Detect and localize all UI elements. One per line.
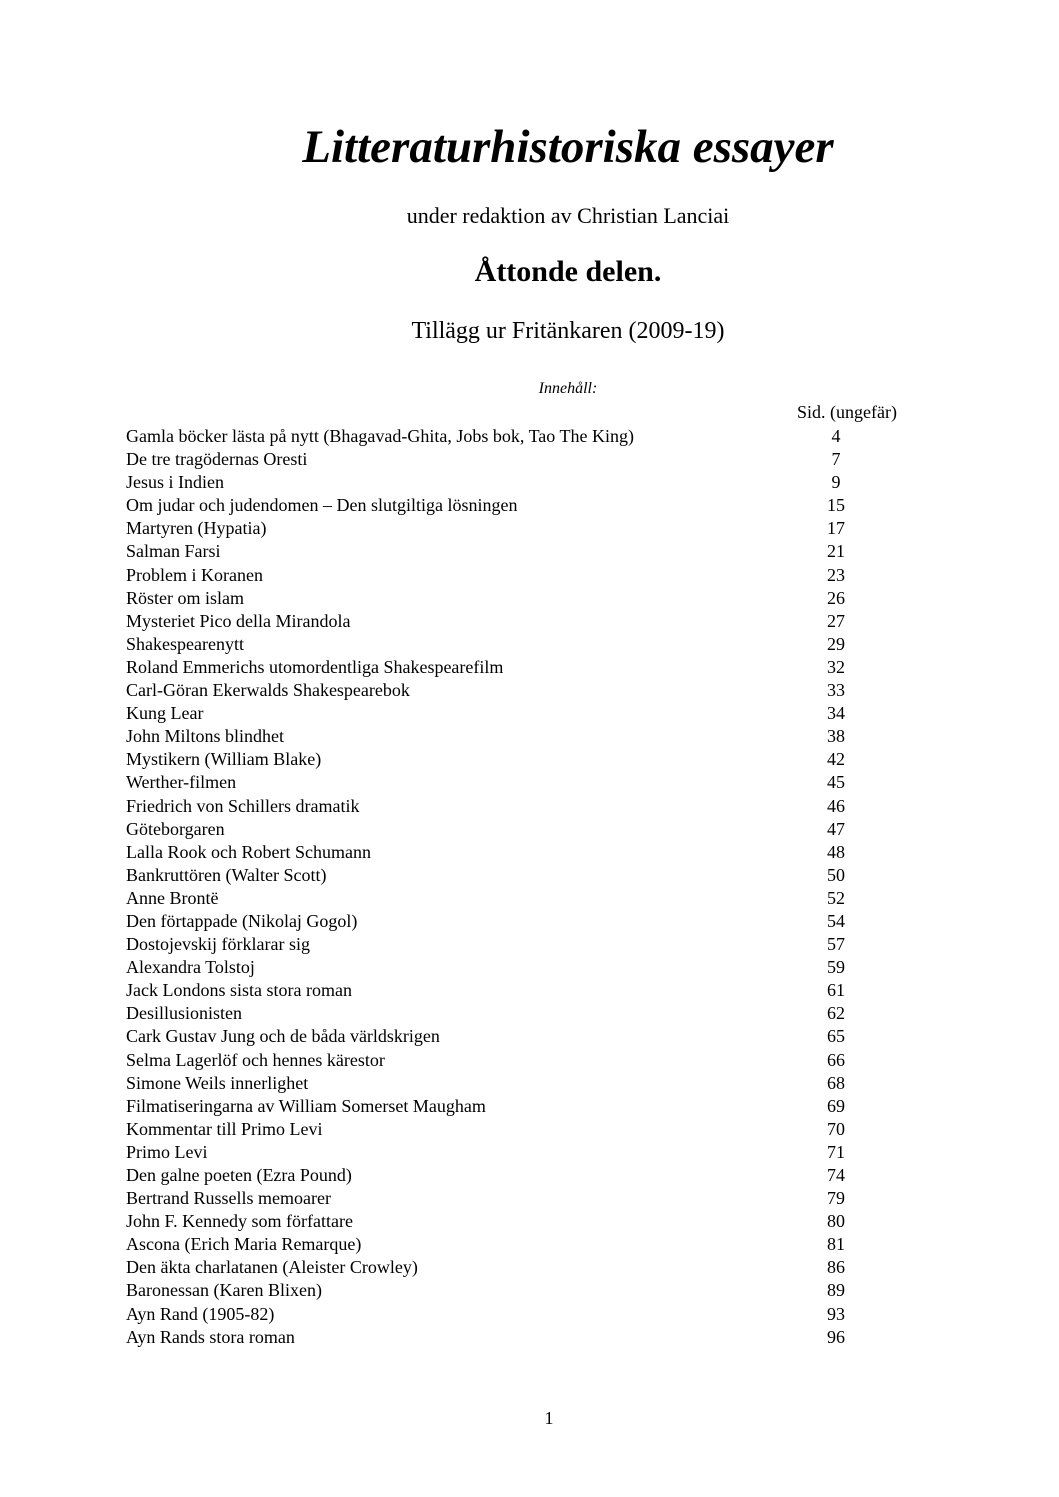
toc-entry-page: 93 bbox=[827, 1303, 845, 1324]
toc-entry-title: Desillusionisten bbox=[126, 1003, 242, 1024]
toc-entry bbox=[126, 771, 886, 794]
toc-entry bbox=[126, 841, 886, 864]
toc-entry-title: Den galne poeten (Ezra Pound) bbox=[126, 1165, 352, 1185]
toc-entry-title: Baronessan (Karen Blixen) bbox=[126, 1280, 322, 1301]
toc-entry-page: 26 bbox=[827, 587, 845, 608]
toc-entry bbox=[126, 748, 886, 771]
toc-entry-page: 32 bbox=[827, 656, 845, 677]
toc-entry bbox=[126, 679, 886, 702]
toc-entry-title: Roland Emmerichs utomordentliga Shakespearefilm bbox=[126, 656, 504, 677]
toc-entry-page: 61 bbox=[827, 980, 845, 1001]
toc-entry-page: 48 bbox=[827, 841, 845, 862]
toc-entry-page: 46 bbox=[827, 795, 845, 816]
toc-entry bbox=[126, 956, 886, 979]
toc-entry bbox=[126, 1256, 886, 1279]
toc-entry-title: Dostojevskij förklarar sig bbox=[126, 934, 310, 955]
toc-entry-title: John F. Kennedy som författare bbox=[126, 1211, 354, 1232]
toc-entry-page: 80 bbox=[827, 1211, 845, 1232]
toc-entry-page: 74 bbox=[827, 1165, 845, 1185]
toc-entry bbox=[126, 933, 886, 956]
toc-entry bbox=[126, 1118, 886, 1141]
toc-entry-title: Ascona (Erich Maria Remarque) bbox=[126, 1234, 362, 1255]
toc-entry-title: Gamla böcker lästa på nytt (Bhagavad-Ghita, Jobs bok, Tao The King) bbox=[126, 426, 634, 446]
toc-entry bbox=[126, 1164, 886, 1187]
toc-entry bbox=[126, 1303, 886, 1326]
toc-entry bbox=[126, 818, 886, 841]
toc-entry-title: Simone Weils innerlighet bbox=[126, 1072, 309, 1093]
toc-entry bbox=[126, 1072, 886, 1095]
toc-entry-title: Göteborgaren bbox=[126, 818, 225, 839]
part-heading: Åttonde delen. bbox=[474, 255, 662, 288]
toc-entry-page: 34 bbox=[827, 703, 845, 724]
toc-entry-title: Primo Levi bbox=[126, 1141, 208, 1162]
toc-entry-title: De tre tragödernas Oresti bbox=[126, 449, 308, 470]
toc-entry bbox=[126, 864, 886, 887]
toc-entry bbox=[126, 1326, 886, 1349]
toc-entry bbox=[126, 610, 886, 633]
toc-entry bbox=[126, 564, 886, 587]
toc-entry-title: Den förtappade (Nikolaj Gogol) bbox=[126, 910, 358, 931]
toc-entry bbox=[126, 425, 886, 448]
toc-entry bbox=[126, 1187, 886, 1210]
toc-entry bbox=[126, 656, 886, 679]
toc-entry-page: 70 bbox=[827, 1118, 845, 1139]
contents-label: Innehåll: bbox=[538, 380, 598, 397]
toc-entry-title: Om judar och judendomen – Den slutgiltiga lösningen bbox=[126, 495, 518, 516]
editor-line: under redaktion av Christian Lanciai bbox=[406, 203, 730, 228]
toc-entry bbox=[126, 1002, 886, 1025]
toc-entry-title: Jesus i Indien bbox=[126, 472, 224, 493]
toc-entry bbox=[126, 587, 886, 610]
toc-entry-page: 65 bbox=[827, 1026, 845, 1047]
toc-entry-page: 17 bbox=[827, 518, 845, 539]
toc-entry-page: 21 bbox=[827, 541, 845, 562]
toc-entry bbox=[126, 1095, 886, 1118]
toc-entry-title: Mysteriet Pico della Mirandola bbox=[126, 610, 351, 631]
toc-entry bbox=[126, 910, 886, 933]
toc-entry-title: Ayn Rands stora roman bbox=[126, 1326, 295, 1347]
toc-entry-title: John Miltons blindhet bbox=[126, 726, 285, 747]
toc-entry bbox=[126, 1025, 886, 1048]
toc-entry-page: 66 bbox=[827, 1049, 845, 1070]
toc-entry bbox=[126, 448, 886, 471]
toc-entry-page: 69 bbox=[827, 1095, 845, 1116]
toc-entry bbox=[126, 471, 886, 494]
toc-entry-title: Lalla Rook och Robert Schumann bbox=[126, 841, 371, 862]
toc-entry-page: 54 bbox=[827, 910, 845, 931]
toc-entry-page: 57 bbox=[827, 934, 845, 955]
toc-entry bbox=[126, 1233, 886, 1256]
page-column-header: Sid. (ungefär) bbox=[797, 402, 897, 422]
toc-entry-page: 33 bbox=[827, 680, 845, 701]
toc-entry-title: Friedrich von Schillers dramatik bbox=[126, 795, 360, 816]
toc-entry bbox=[126, 540, 886, 563]
toc-entry-title: Den äkta charlatanen (Aleister Crowley) bbox=[126, 1257, 418, 1278]
toc-entry bbox=[126, 1210, 886, 1233]
toc-entry bbox=[126, 517, 886, 540]
toc-entry-page: 81 bbox=[827, 1234, 845, 1255]
toc-entry-title: Alexandra Tolstoj bbox=[126, 957, 255, 978]
toc-entry-page: 89 bbox=[827, 1280, 845, 1301]
toc-entry-page: 42 bbox=[827, 749, 845, 770]
toc-entry-title: Shakespearenytt bbox=[126, 633, 244, 654]
toc-entry-title: Bankruttören (Walter Scott) bbox=[126, 864, 327, 885]
toc-entry bbox=[126, 494, 886, 517]
toc-entry-title: Martyren (Hypatia) bbox=[126, 518, 267, 539]
toc-entry bbox=[126, 795, 886, 818]
toc-entry-page: 38 bbox=[827, 726, 845, 747]
toc-entry bbox=[126, 1049, 886, 1072]
toc-entry-title: Kommentar till Primo Levi bbox=[126, 1118, 323, 1139]
toc-entry bbox=[126, 702, 886, 725]
toc-entry bbox=[126, 725, 886, 748]
toc-entry-title: Selma Lagerlöf och hennes kärestor bbox=[126, 1049, 385, 1070]
toc-entry-title: Anne Brontë bbox=[126, 887, 219, 908]
toc-entry-title: Bertrand Russells memoarer bbox=[126, 1188, 331, 1209]
toc-entry-page: 71 bbox=[827, 1141, 845, 1162]
toc-entry bbox=[126, 1141, 886, 1164]
toc-entry-page: 9 bbox=[831, 472, 841, 493]
toc-entry bbox=[126, 1279, 886, 1302]
toc-entry-page: 15 bbox=[827, 495, 845, 516]
toc-entry-title: Jack Londons sista stora roman bbox=[126, 980, 352, 1001]
toc-entry-page: 7 bbox=[831, 449, 841, 470]
toc-entry bbox=[126, 979, 886, 1002]
toc-entry-page: 62 bbox=[827, 1003, 845, 1024]
toc-entry-title: Salman Farsi bbox=[126, 541, 221, 562]
toc-entry-title: Werther-filmen bbox=[126, 772, 237, 793]
toc-entry-title: Kung Lear bbox=[126, 703, 204, 724]
page-number: 1 bbox=[544, 1408, 554, 1428]
toc-entry-title: Ayn Rand (1905-82) bbox=[126, 1303, 275, 1324]
toc-entry-page: 59 bbox=[827, 957, 845, 978]
toc-entry-title: Röster om islam bbox=[126, 587, 244, 608]
toc-entry-page: 96 bbox=[827, 1326, 845, 1347]
toc-entry-title: Mystikern (William Blake) bbox=[126, 749, 322, 770]
toc-entry-page: 68 bbox=[827, 1072, 845, 1093]
toc-entry-page: 4 bbox=[831, 426, 841, 446]
table-of-contents bbox=[126, 425, 886, 1349]
toc-entry-page: 86 bbox=[827, 1257, 845, 1278]
toc-entry-page: 23 bbox=[827, 564, 845, 585]
toc-entry-title: Filmatiseringarna av William Somerset Maugham bbox=[126, 1095, 486, 1116]
toc-entry-title: Cark Gustav Jung och de båda världskrigen bbox=[126, 1026, 440, 1047]
toc-entry-title: Carl-Göran Ekerwalds Shakespearebok bbox=[126, 680, 410, 701]
toc-entry bbox=[126, 887, 886, 910]
toc-entry-title: Problem i Koranen bbox=[126, 564, 263, 585]
supplement-line: Tillägg ur Fritänkaren (2009-19) bbox=[411, 318, 725, 344]
toc-entry-page: 79 bbox=[827, 1188, 845, 1209]
toc-entry-page: 29 bbox=[827, 633, 845, 654]
toc-entry-page: 27 bbox=[827, 610, 845, 631]
toc-entry-page: 52 bbox=[827, 887, 845, 908]
document-title: Litteraturhistoriska essayer bbox=[302, 121, 834, 173]
toc-entry-page: 47 bbox=[827, 818, 845, 839]
toc-entry-page: 50 bbox=[827, 864, 845, 885]
toc-entry bbox=[126, 633, 886, 656]
toc-entry-page: 45 bbox=[827, 772, 845, 793]
